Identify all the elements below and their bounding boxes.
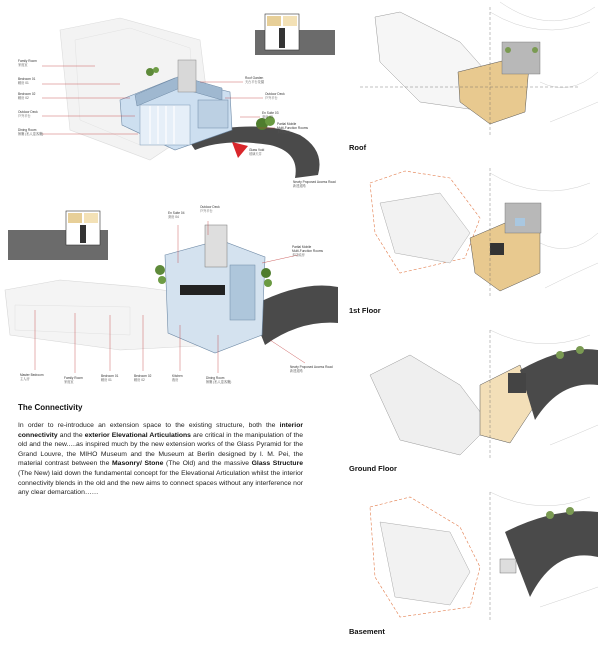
label-dining-room: Dining Room 飯廳 (私人宴客廳) xyxy=(18,128,44,136)
first-floor-plan xyxy=(340,163,600,303)
floor-label-ground: Ground Floor xyxy=(349,464,397,473)
label-outdoor-deck: Outdoor Deck 戶外平台 xyxy=(18,110,38,118)
label-master-bedroom: Master Bedroom 主人房 xyxy=(20,373,44,381)
floor-label-roof: Roof xyxy=(349,143,367,152)
upper-section-inset xyxy=(255,10,335,55)
label-glass-void: Glass Void 玻璃天井 xyxy=(249,148,265,156)
label-partial-mobile: Partial Mobile Multi-Function Rooms 多功能房 xyxy=(277,122,308,134)
label-outdoor-deck-2: Outdoor Deck 戶外平台 xyxy=(265,92,285,100)
label-kitchen: Kitchen 廚房 xyxy=(172,374,183,382)
label-en-suite-04: En Suite 04 套房 04 xyxy=(168,211,185,219)
label-en-suite-03: En Suite 03 套房 03 xyxy=(262,111,279,119)
lower-axo-drawing xyxy=(0,195,340,395)
label-bedroom-01-lower: Bedroom 01 睡房 01 xyxy=(101,374,119,382)
label-family-room: Family Room 家庭室 xyxy=(18,59,37,67)
label-access-road: Newly Proposed Access Road 新建道路 xyxy=(293,180,336,188)
lower-axonometric xyxy=(0,195,340,395)
label-bedroom-02-lower: Bedroom 02 睡房 02 xyxy=(134,374,152,382)
basement-plan xyxy=(340,487,600,627)
label-bedroom-02: Bedroom 02 睡房 02 xyxy=(18,92,36,100)
label-dining-room-lower: Dining Room 飯廳 (私人宴客廳) xyxy=(206,376,232,384)
ground-floor-plan xyxy=(340,325,600,465)
floor-plans xyxy=(340,0,600,659)
floor-label-basement: Basement xyxy=(349,627,385,636)
label-family-room-lower: Family Room 家庭室 xyxy=(64,376,83,384)
label-outdoor-deck-lower: Outdoor Deck 戶外平台 xyxy=(200,205,220,213)
label-bedroom-01: Bedroom 01 睡房 01 xyxy=(18,77,36,85)
label-partial-mobile-lower: Partial Mobile Multi-Function Rooms 多功能房 xyxy=(292,245,323,257)
connectivity-paragraph: In order to re-introduce an extension space to the existing structure, both the interior connectivity and the exterior Elevational Articulations are critical in the manipulation of the old and the new.....as inspired much by the new extension works of the Glass Pyramid for the Grand Louvre, the MIHO Museum and the Museum at Berlin designed by I. M. Pei, the material contrast between the Masonry/ Stone (The Old) and the massive Glass Structure (The New) laid down the fundamental concept for the Elevational Articulation whilst the interior connectivity blends in the old and the new aims to connect spaces without any interference nor any clear demarcation…… xyxy=(18,422,303,497)
upper-axonometric xyxy=(0,0,340,190)
label-access-road-lower: Newly Proposed Access Road 新建道路 xyxy=(290,365,333,373)
label-roof-garden: Roof Garden 天台平台花園 xyxy=(245,76,265,84)
floor-label-first: 1st Floor xyxy=(349,306,381,315)
section-heading: The Connectivity xyxy=(18,403,83,412)
roof-plan xyxy=(340,2,600,142)
